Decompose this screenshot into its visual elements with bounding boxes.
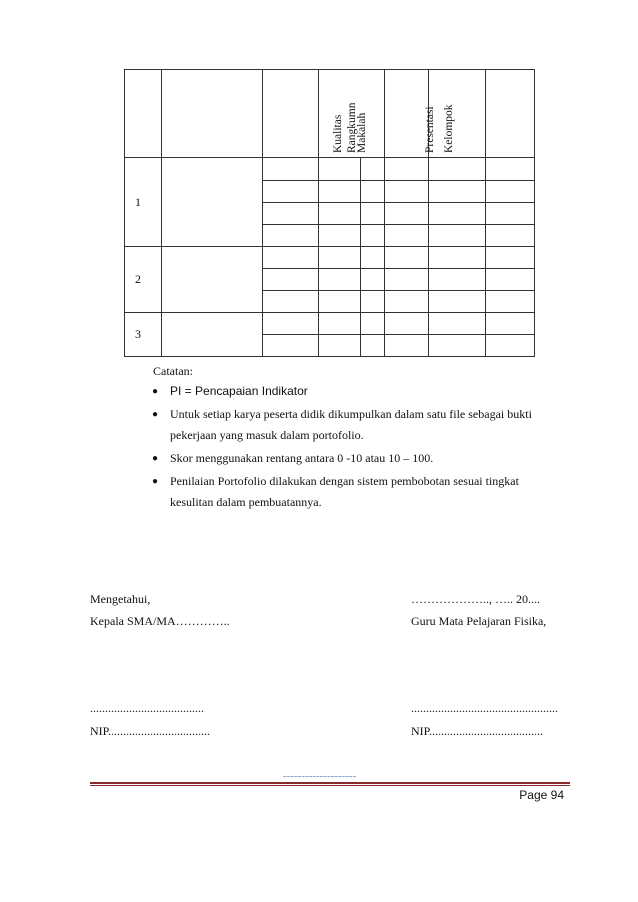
bullet-icon: ● <box>152 453 159 464</box>
list-item <box>152 381 570 402</box>
table-row <box>125 247 535 269</box>
notes-title: Catatan: <box>153 364 193 378</box>
sig-right-nip: NIP...................................... <box>411 724 544 738</box>
row-number-3: 3 <box>125 313 162 357</box>
row-name-cell <box>162 247 263 313</box>
header-cell-makalah <box>356 70 429 158</box>
sig-left-title: Kepala SMA/MA………….. <box>90 614 230 628</box>
note-text-line2: pekerjaan yang masuk dalam portofolio. <box>170 428 364 442</box>
table-row <box>125 158 535 181</box>
footer-dashes: -------------------- <box>283 770 357 782</box>
bullet-icon: ● <box>152 476 159 487</box>
header-kualitas: Kualitas <box>332 114 344 153</box>
note-text: Skor menggunakan rentang antara 0 -10 atau 10 – 100. <box>170 451 434 465</box>
sig-right-name: ................................................. <box>411 701 558 715</box>
table-header-row <box>125 70 535 158</box>
header-cell-name <box>162 70 263 158</box>
header-kelompok: Kelompok <box>443 104 455 153</box>
rubric-table <box>124 69 535 158</box>
header-makalah: Makalah <box>356 112 368 153</box>
row-name-cell <box>162 313 263 357</box>
bullet-icon: ● <box>152 409 159 420</box>
footer-rule-thin <box>90 785 570 786</box>
header-presentasi: Presentasi <box>424 106 436 153</box>
row-name-cell <box>162 158 263 247</box>
page-number: Page 94 <box>519 788 564 802</box>
sig-right-title: Guru Mata Pelajaran Fisika, <box>411 614 547 628</box>
note-text-line2: kesulitan dalam pembuatannya. <box>170 495 322 509</box>
sig-left-label: Mengetahui, <box>90 592 151 606</box>
list-item <box>152 471 570 513</box>
notes-list <box>152 381 570 515</box>
sig-left-name: ...................................... <box>90 701 204 715</box>
sig-left-nip: NIP.................................. <box>90 724 211 738</box>
list-item <box>152 404 570 446</box>
header-rangkumn: Rangkumn <box>346 102 358 153</box>
header-cell-presentasi-kelompok <box>424 70 486 158</box>
note-text-line1: Untuk setiap karya peserta didik dikumpulkan dalam satu file sebagai bukti <box>170 407 532 421</box>
note-text-line1: Penilaian Portofolio dilakukan dengan sistem pembobotan sesuai tingkat <box>170 474 519 488</box>
rubric-table-body <box>124 157 535 357</box>
header-cell-blank <box>263 70 319 158</box>
header-cell-blank-2 <box>486 70 535 158</box>
note-text: PI = Pencapaian Indikator <box>170 384 308 398</box>
header-cell-number <box>125 70 162 158</box>
row-number-1: 1 <box>125 158 162 247</box>
table-row <box>125 313 535 335</box>
bullet-icon: ● <box>152 386 159 397</box>
list-item <box>152 448 570 469</box>
sig-right-date: ……………….., ….. 20.... <box>411 592 540 606</box>
footer-rule <box>90 782 570 784</box>
row-number-2: 2 <box>125 247 162 313</box>
header-cell-kualitas-rangkumn <box>319 70 385 158</box>
